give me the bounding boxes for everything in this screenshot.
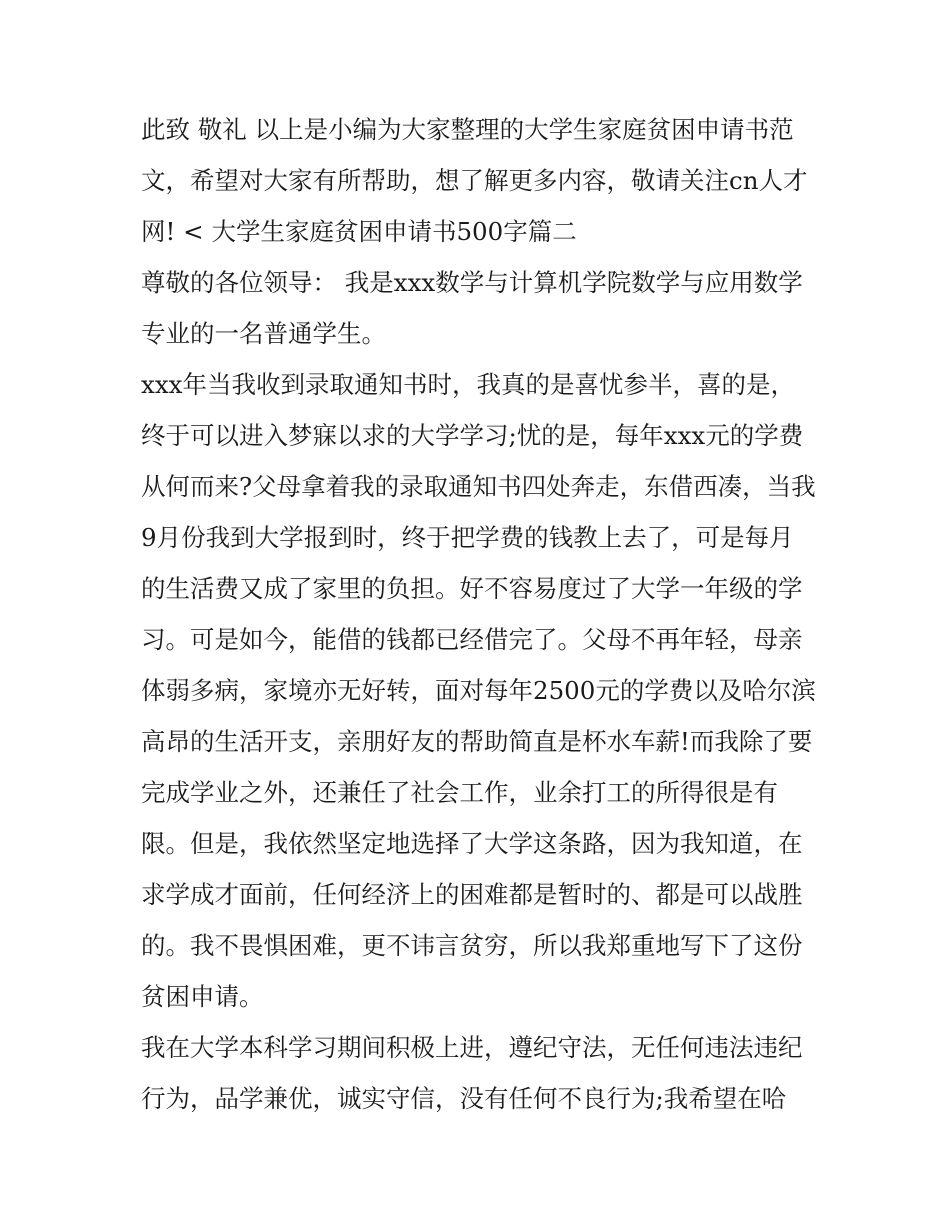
paragraph-family-situation: xxx年当我收到录取通知书时，我真的是喜忧参半，喜的是，终于可以进入梦寐以求的大学学习;忧的是，每年xxx元的学费从何而来?父母拿着我的录取通知书四处奔走，东借西凑，当我9月份我到大学报到时，终于把学费的钱教上去了，可是每月的生活费又成了家里的负担。好不容易度过了大学一年级的学习。可是如今，能借的钱都已经借完了。父母不再年轻，母亲体弱多病，家境亦无好转，面对每年2500元的学费以及哈尔滨高昂的生活开支，亲朋好友的帮助简直是杯水车薪!而我除了要完成学业之外，还兼任了社会工作，业余打工的所得很是有限。但是，我依然坚定地选择了大学这条路，因为我知道，在求学成才面前，任何经济上的困难都是暂时的、都是可以战胜的。我不畏惧困难，更不讳言贫穷，所以我郑重地写下了这份贫困申请。 <box>141 370 816 1011</box>
document-body <box>141 104 816 1124</box>
paragraph-closing-and-title: 此致 敬礼 以上是小编为大家整理的大学生家庭贫困申请书范文，希望对大家有所帮助，想了解更多内容，敬请关注cn人才网! < 大学生家庭贫困申请书500字篇二 <box>141 115 808 246</box>
paragraph-salutation: 尊敬的各位领导： 我是xxx数学与计算机学院数学与应用数学专业的一名普通学生。 <box>141 268 803 348</box>
paragraph-conduct: 我在大学本科学习期间积极上进，遵纪守法，无任何违法违纪行为，品学兼优，诚实守信，没有任何不良行为;我希望在哈 <box>141 1033 803 1113</box>
